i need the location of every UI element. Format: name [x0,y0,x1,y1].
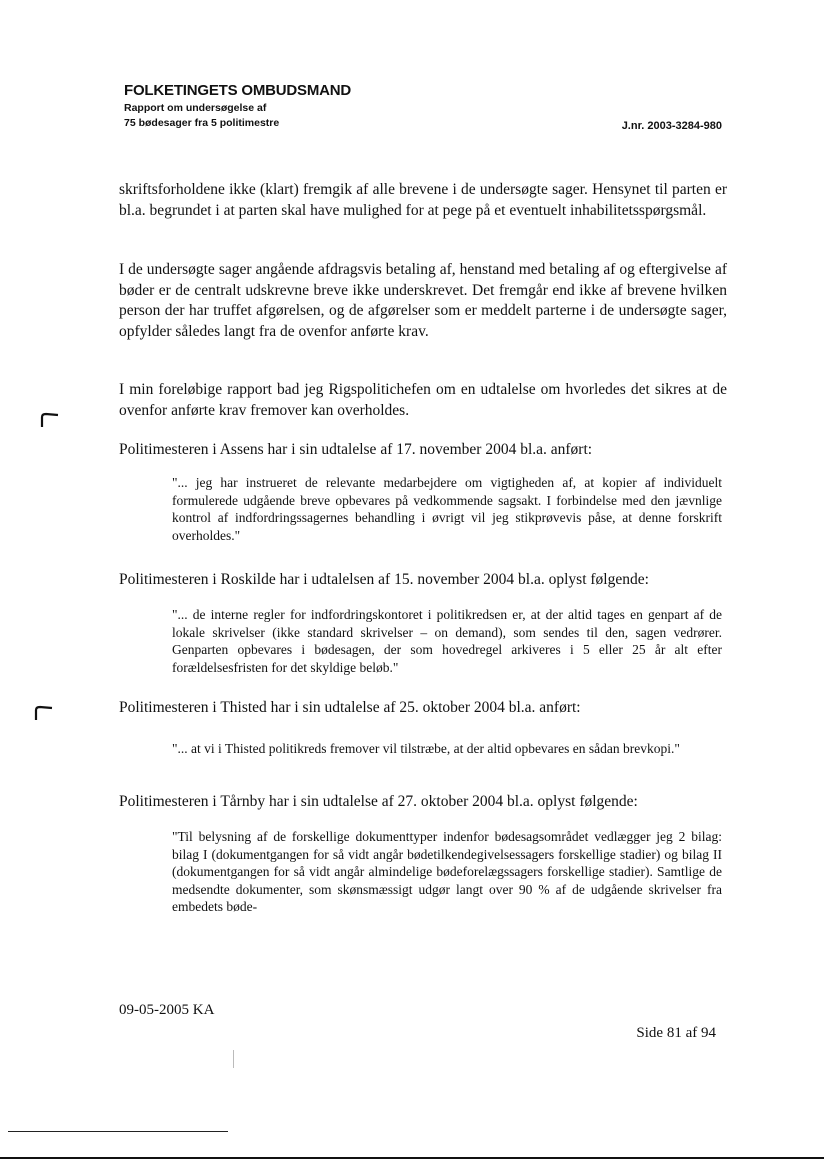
paragraph-1: skriftsforholdene ikke (klart) fremgik af alle brevene i de undersøgte sager. Hensynet til parten er bl.a. begrundet i at parten skal have mulighed for at pege på et eventuelt inhabilitetsspørgsmål. [119,181,727,219]
taarnby-intro: Politimesteren i Tårnby har i sin udtalelse af 27. oktober 2004 bl.a. oplyst følgende: [119,793,638,810]
header-subtitle-2: 75 bødesager fra 5 politimestre [124,117,280,129]
journal-number: J.nr. 2003-3284-980 [621,120,722,132]
assens-intro: Politimesteren i Assens har i sin udtalelse af 17. november 2004 bl.a. anført: [119,441,593,458]
bottom-rule-long [0,1157,824,1159]
page-number: Side 81 af 94 [636,1025,716,1041]
header-subtitle-1: Rapport om undersøgelse af [124,102,267,114]
corner-mark-icon [34,705,54,721]
paragraph-3: I min foreløbige rapport bad jeg Rigspolitichefen om en udtalelse om hvorledes det sikres at de ovenfor anførte krav fremover kan overholdes. [119,381,727,419]
roskilde-intro: Politimesteren i Roskilde har i udtalelsen af 15. november 2004 bl.a. oplyst følgende: [119,571,649,588]
assens-quote: "... jeg har instrueret de relevante medarbejdere om vigtigheden af, at kopier af individuelt formulerede udgående breve opbevares på vedkommende sagsakt. I forbindelse med den jævnlige kontrol af indfordringssagernes behandling i øvrigt vil jeg stikprøvevis påse, at denne forskrift overholdes." [172,475,722,543]
taarnby-quote: "Til belysning af de forskellige dokumenttyper indenfor bødesagsområdet vedlægger jeg 2 bilag: bilag I (dokumentgangen for så vidt angår bødetilkendegivelsessagers forskellige stadier) og bilag II (dokumentgangen for så vidt angår almindelige bødeforelægssagers forskellige stadier). Samtlige de medsendte dokumenter, som skønsmæssigt udgør langt over 90 % af de udgående skrivelser fra embedets bøde- [172,829,722,914]
paragraph-2: I de undersøgte sager angående afdragsvis betaling af, henstand med betaling af og eftergivelse af bøder er de centralt udskrevne breve ikke underskrevet. Det fremgår end ikke af brevene hvilken person der har truffet afgørelsen, og de afgørelser som er meddelt parterne i de undersøgte sager, opfylder således langt fra de ovenfor anførte krav. [119,261,727,340]
corner-mark-icon [40,412,60,428]
footer-date: 09-05-2005 KA [119,1002,215,1018]
thisted-intro: Politimesteren i Thisted har i sin udtalelse af 25. oktober 2004 bl.a. anført: [119,699,581,716]
roskilde-quote: "... de interne regler for indfordringskontoret i politikredsen er, at der altid tages en genpart af de lokale skrivelser (ikke standard skrivelser – on demand), som sendes til den, sagen vedrører. Genparten opbevares i bødesagen, der som hovedregel arkiveres i 5 eller 25 år alt efter forældelsesfristen for det skyldige beløb." [172,607,722,675]
header-title: FOLKETINGETS OMBUDSMAND [124,82,352,99]
scan-mark [233,1050,234,1068]
bottom-rule-short [8,1131,228,1132]
thisted-quote: "... at vi i Thisted politikreds fremover vil tilstræbe, at der altid opbevares en sådan brevkopi." [172,741,680,756]
